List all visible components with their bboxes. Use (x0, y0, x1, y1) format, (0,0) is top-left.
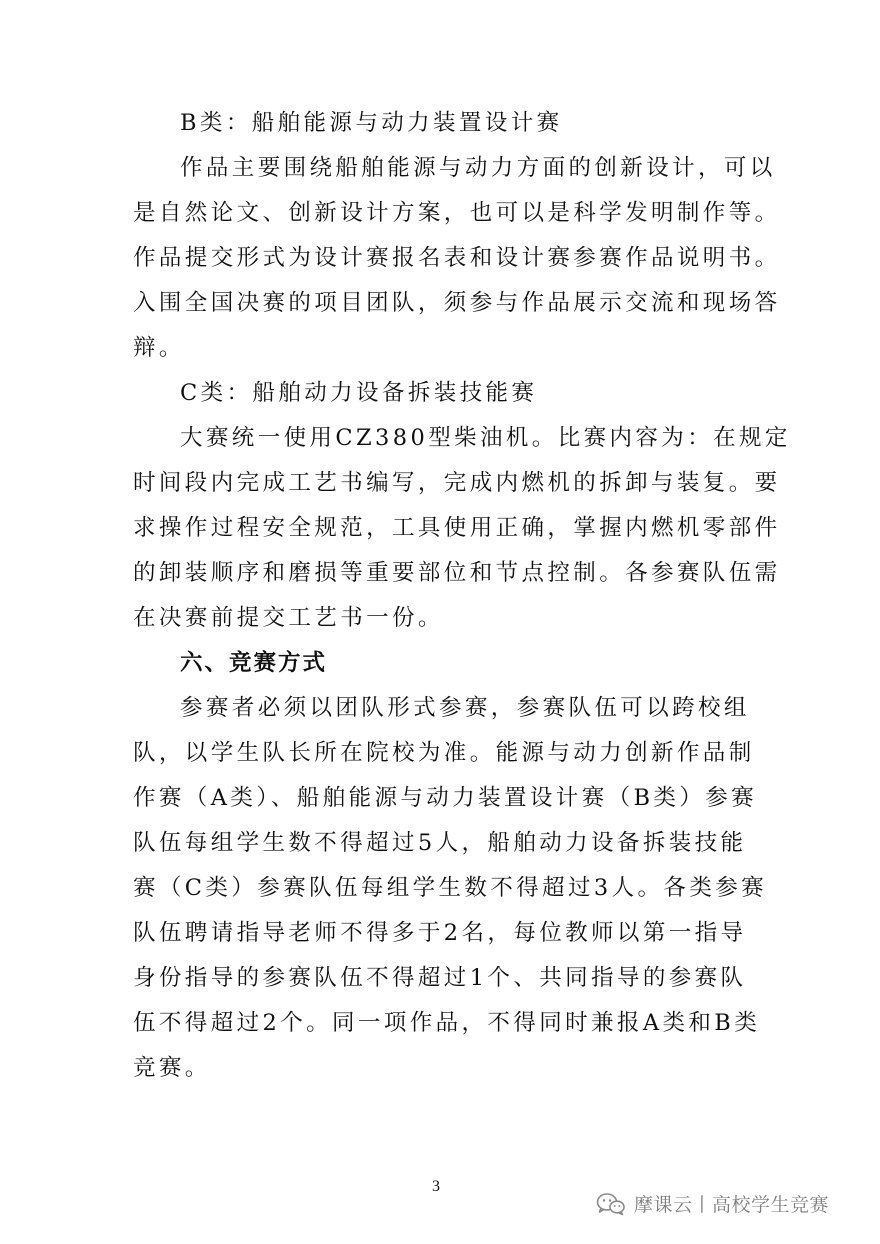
subheading-category-c: C类：船舶动力设备拆装技能赛 (180, 380, 538, 406)
paragraph-line: 作品主要围绕船舶能源与动力方面的创新设计，可以 (180, 155, 776, 181)
paragraph-line: 参赛者必须以团队形式参赛，参赛队伍可以跨校组 (180, 695, 750, 721)
wechat-icon (596, 1192, 626, 1216)
paragraph-line: 身份指导的参赛队伍不得超过1个、共同指导的参赛队 (133, 965, 747, 991)
section-heading: 六、竞赛方式 (180, 650, 328, 676)
paragraph-line: 队伍每组学生数不得超过5人，船舶动力设备拆装技能 (133, 830, 747, 856)
page-number: 3 (432, 1178, 440, 1195)
paragraph-line: 队，以学生队长所在院校为准。能源与动力创新作品制 (133, 740, 755, 766)
paragraph-line: 是自然论文、创新设计方案，也可以是科学发明制作等。 (133, 200, 781, 226)
paragraph-line: 伍不得超过2个。同一项作品，不得同时兼报A类和B类 (133, 1010, 761, 1036)
paragraph-line: 求操作过程安全规范，工具使用正确，掌握内燃机零部件 (133, 515, 781, 541)
paragraph-line: 竞赛。 (133, 1055, 211, 1081)
paragraph-line: 作赛（A类）、船舶能源与动力装置设计赛（B类）参赛 (133, 785, 758, 811)
paragraph-line: 入围全国决赛的项目团队，须参与作品展示交流和现场答 (133, 290, 781, 316)
paragraph-line: 赛（C类）参赛队伍每组学生数不得超过3人。各类参赛 (133, 875, 768, 901)
paragraph-line: 在决赛前提交工艺书一份。 (133, 605, 444, 631)
paragraph-line: 作品提交形式为设计赛报名表和设计赛参赛作品说明书。 (133, 245, 781, 271)
paragraph-line: 辩。 (133, 335, 185, 361)
paragraph-line: 的卸装顺序和磨损等重要部位和节点控制。各参赛队伍需 (133, 560, 781, 586)
watermark-text: 摩课云丨高校学生竞赛 (634, 1194, 830, 1216)
watermark (596, 1190, 829, 1217)
paragraph-line: 大赛统一使用CZ380型柴油机。比赛内容为：在规定 (180, 425, 791, 451)
paragraph-line: 队伍聘请指导老师不得多于2名，每位教师以第一指导 (133, 920, 747, 946)
subheading-category-b: B类：船舶能源与动力装置设计赛 (180, 110, 563, 136)
paragraph-line: 时间段内完成工艺书编写，完成内燃机的拆卸与装复。要 (133, 470, 781, 496)
